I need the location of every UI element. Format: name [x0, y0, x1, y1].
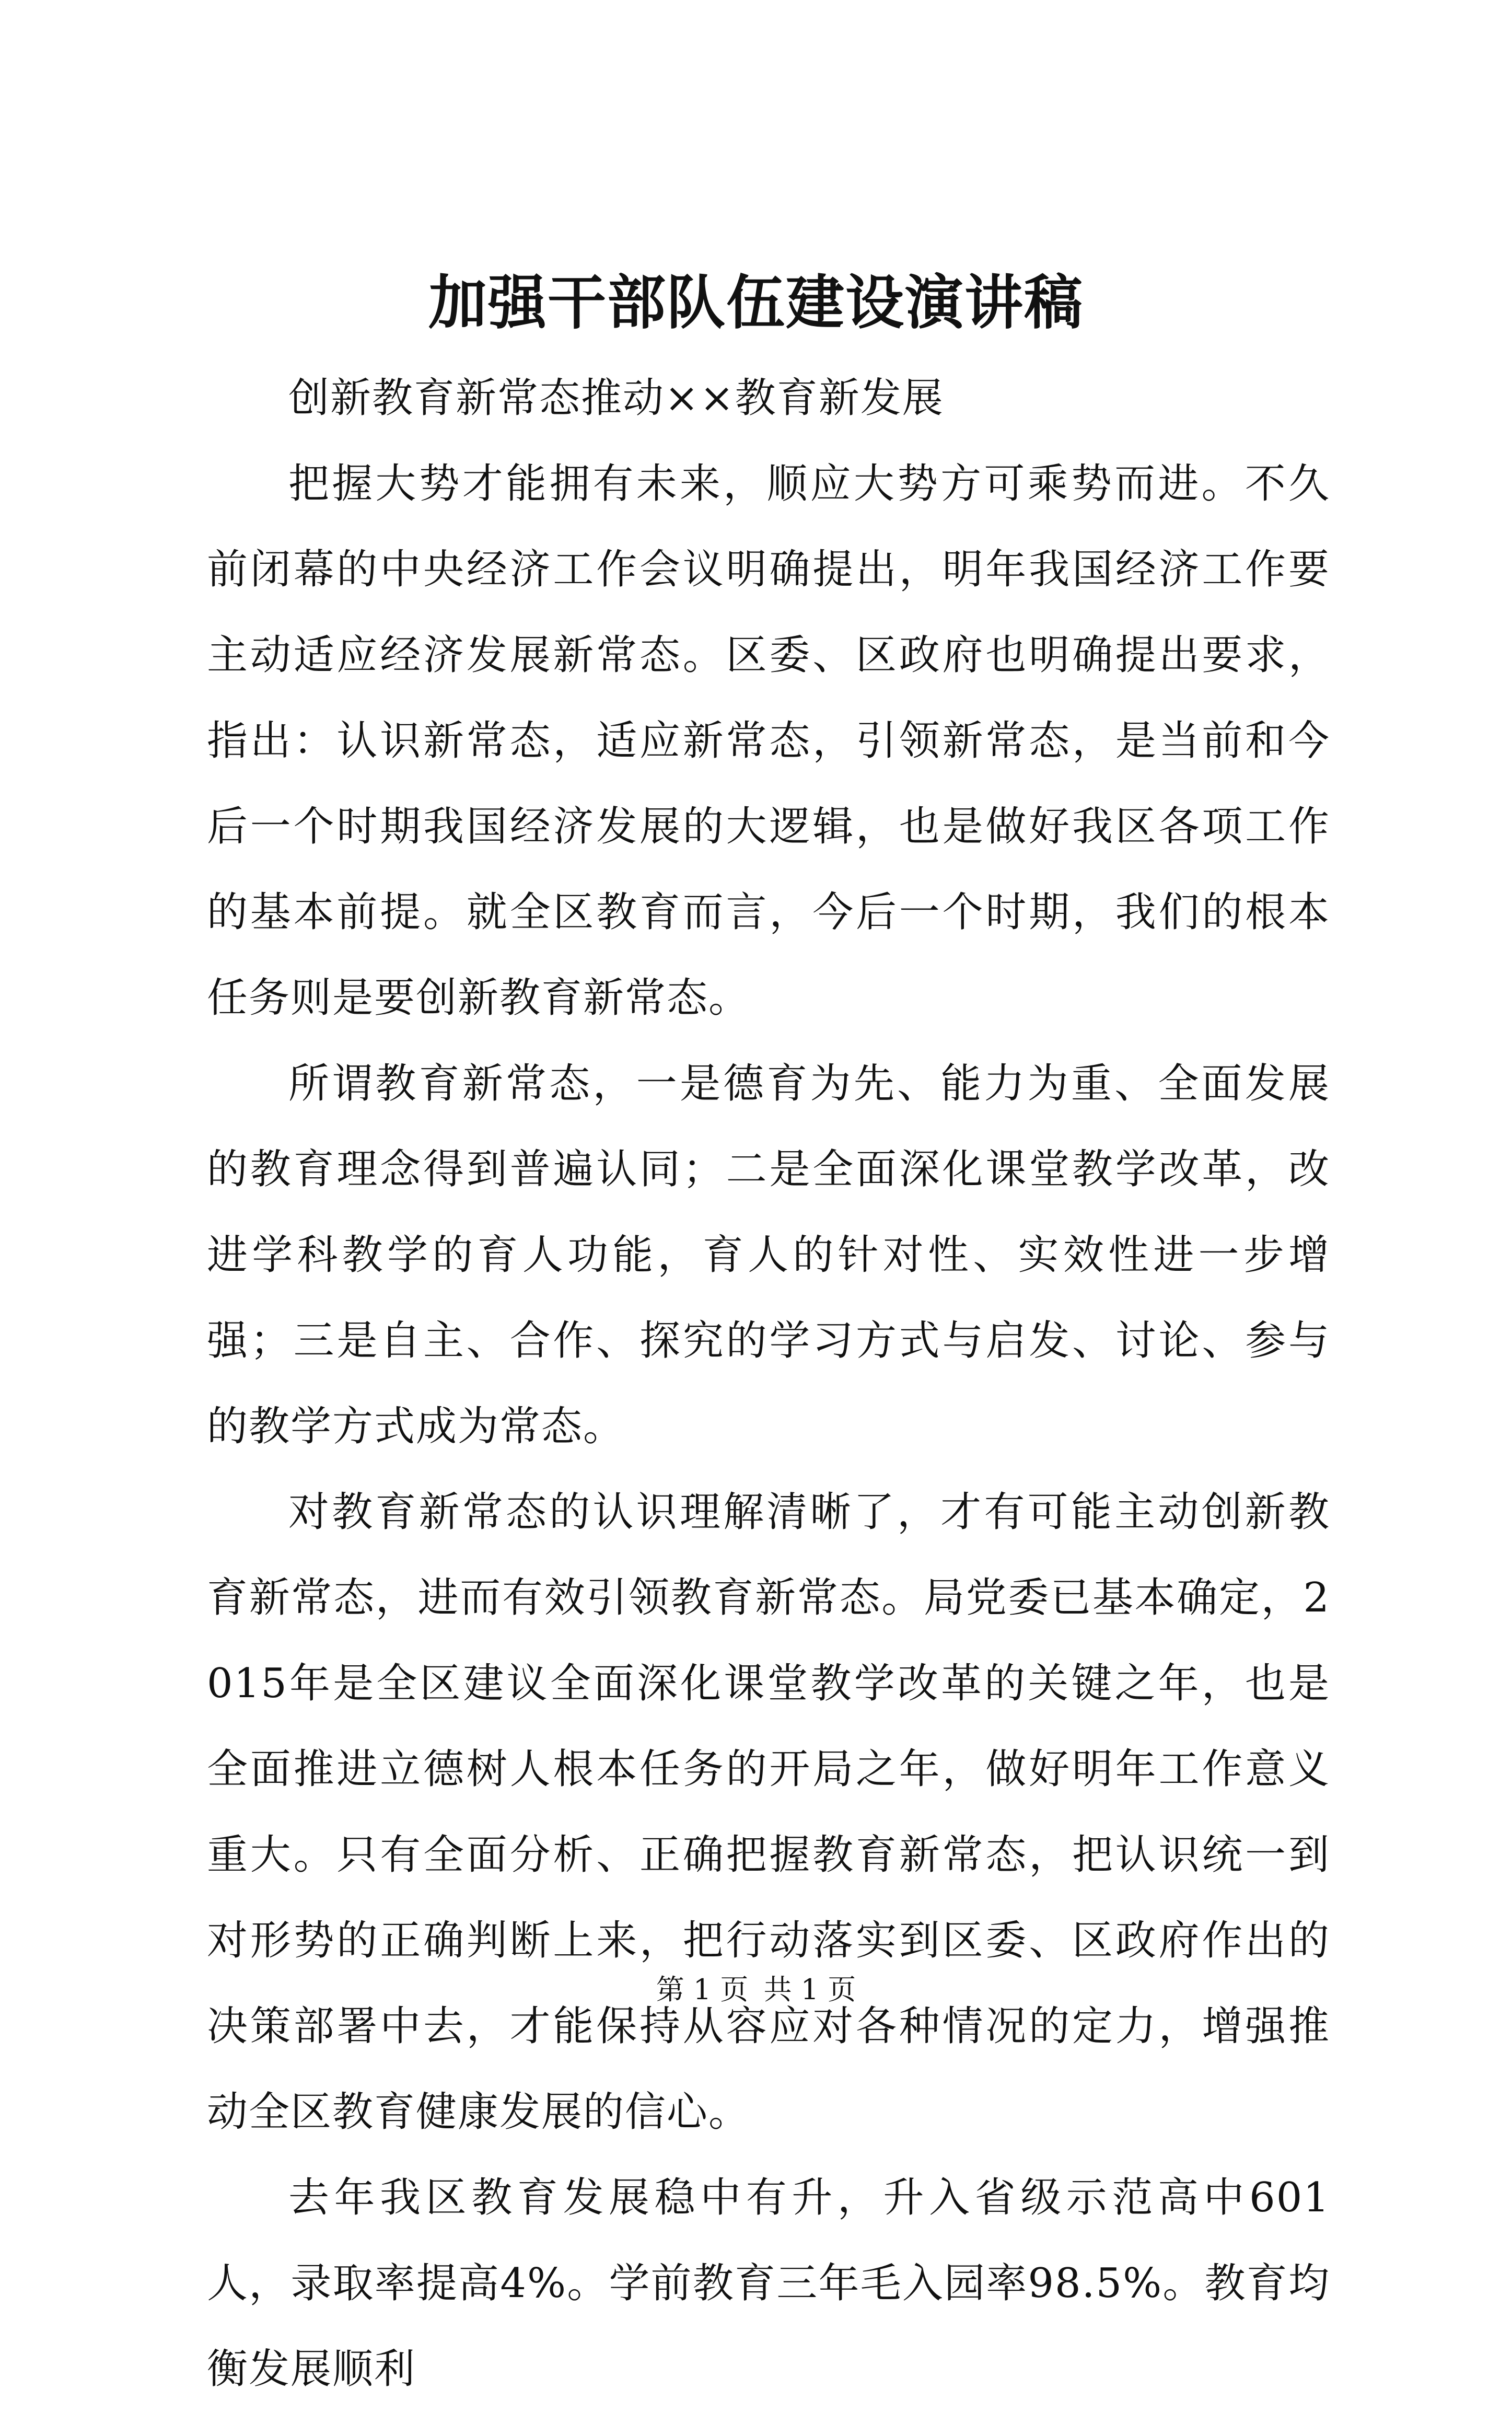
document-body [207, 355, 1330, 2412]
subtitle-paragraph: 创新教育新常态推动××教育新发展 [288, 375, 944, 422]
body-paragraph: 所谓教育新常态，一是德育为先、能力为重、全面发展的教育理念得到普遍认同；二是全面深化课堂教学改革，改进学科教学的育人功能，育人的针对性、实效性进一步增强；三是自主、合作、探究的学习方式与启发、讨论、参与的教学方式成为常态。 [207, 1060, 1330, 1450]
body-paragraph: 对教育新常态的认识理解清晰了，才有可能主动创新教育新常态，进而有效引领教育新常态。局党委已基本确定，2015年是全区建议全面深化课堂教学改革的关键之年，也是全面推进立德树人根本任务的开局之年，做好明年工作意义重大。只有全面分析、正确把握教育新常态，把认识统一到对形势的正确判断上来，把行动落实到区委、区政府作出的决策部署中去，才能保持从容应对各种情况的定力，增强推动全区教育健康发展的信心。 [207, 1489, 1330, 2136]
page-total: 共 1 页 [763, 1973, 856, 2006]
body-paragraph: 把握大势才能拥有未来，顺应大势方可乘势而进。不久前闭幕的中央经济工作会议明确提出，明年我国经济工作要主动适应经济发展新常态。区委、区政府也明确提出要求，指出：认识新常态，适应新常态，引领新常态，是当前和今后一个时期我国经济发展的大逻辑，也是做好我区各项工作的基本前提。就全区教育而言，今后一个时期，我们的根本任务则是要创新教育新常态。 [207, 460, 1330, 1022]
page-number: 第 1 页 [656, 1973, 749, 2006]
page-footer [0, 1969, 1512, 2011]
document-title: 加强干部队伍建设演讲稿 [428, 269, 1084, 337]
body-paragraph: 去年我区教育发展稳中有升，升入省级示范高中601人，录取率提高4%。学前教育三年毛入园率98.5%。教育均衡发展顺利 [207, 2174, 1330, 2393]
